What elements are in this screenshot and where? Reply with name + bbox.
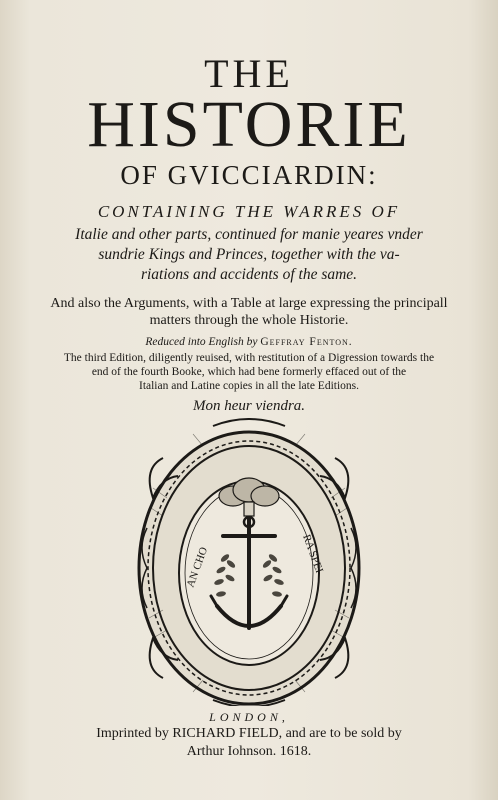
- edition-line-1: The third Edition, diligently reuised, with restitution of a Digression towards the: [63, 352, 435, 364]
- subtitle-line-2: sundrie Kings and Princes, together with the va-: [98, 246, 400, 263]
- motto: Mon heur viendra.: [192, 398, 306, 414]
- subtitle-containing: CONTAINING THE WARRES OF: [97, 202, 401, 221]
- device-motto-left: AN CHO: [184, 545, 211, 590]
- translator-credit: [0, 336, 498, 348]
- subtitle-line-3: riations and accidents of the same.: [140, 266, 358, 283]
- arguments-line-2: matters through the whole Historie.: [149, 313, 349, 328]
- arguments-line-1: And also the Arguments, with a Table at large expressing the principall: [50, 296, 448, 311]
- imprint-line-2: Arthur Iohnson. 1618.: [186, 744, 312, 759]
- edition-line-3: Italian and Latine copies in all the late Editions.: [138, 380, 360, 392]
- title-the: THE: [204, 51, 294, 96]
- subtitle-line-1: Italie and other parts, continued for manie yeares vnder: [75, 226, 423, 243]
- edition-line-2: end of the fourth Booke, which had bene formerly effaced out of the: [91, 366, 407, 378]
- imprint-place: LONDON,: [209, 710, 289, 724]
- translator-prefix: Reduced into English by: [145, 336, 258, 348]
- imprint-line-1: Imprinted by RICHARD FIELD, and are to be sold by: [96, 726, 402, 741]
- translator-name: Geffray Fenton.: [260, 336, 353, 348]
- title-historie: HISTORIE: [87, 88, 411, 161]
- printers-device-anchor-emblem: [133, 418, 365, 706]
- title-of-guicciardin: OF GVICCIARDIN:: [120, 160, 378, 190]
- device-motto-right: RA SPEI: [300, 532, 326, 575]
